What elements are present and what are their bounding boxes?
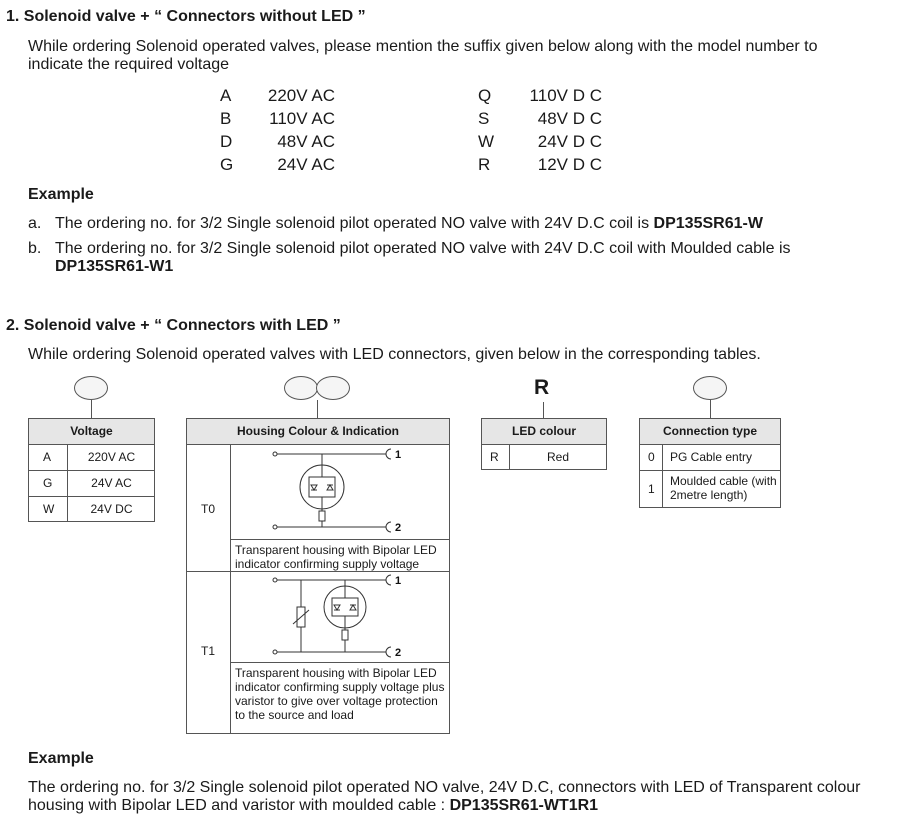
voltage-connector-line (91, 400, 92, 418)
voltage-code: G (220, 155, 234, 174)
section2-example-text: The ordering no. for 3/2 Single solenoid pilot operated NO valve, 24V D.C, connectors with LED of Transparent colour housing with Bipolar LED and varistor with moulded cable : (28, 779, 861, 814)
housing-code: T0 (201, 502, 216, 516)
led-colour-table (481, 418, 607, 470)
example-a-text: The ordering no. for 3/2 Single solenoid pilot operated NO valve with 24V D.C coil is (55, 215, 654, 232)
table-row (187, 445, 449, 572)
housing-blank-circle-1 (284, 376, 318, 400)
terminal-2-label: 2 (395, 522, 402, 534)
voltage-table (28, 418, 155, 522)
housing-connector-line (317, 400, 318, 418)
voltage-value: 220V AC (87, 450, 136, 464)
voltage-value: 48V AC (277, 132, 335, 151)
connection-value: Moulded cable (with 2metre length) (670, 474, 777, 502)
voltage-value: 24V AC (91, 476, 132, 490)
voltage-code: R (478, 155, 491, 174)
terminal-1-label: 1 (395, 575, 402, 587)
voltage-value: 24V D C (537, 132, 602, 151)
bipolar-led-varistor-circuit-diagram (231, 572, 449, 662)
table-row (640, 471, 780, 507)
voltage-table-header: Voltage (29, 419, 154, 445)
connection-code: 0 (648, 450, 655, 464)
housing-table-header: Housing Colour & Indication (187, 419, 449, 445)
example-a (55, 215, 895, 233)
example-a-code: DP135SR61-W (653, 215, 763, 232)
led-table-header: LED colour (482, 419, 606, 445)
voltage-value: 110V D C (529, 86, 602, 105)
voltage-value: 110V AC (269, 109, 335, 128)
connection-code: 1 (648, 482, 655, 496)
housing-description: Transparent housing with Bipolar LED indicator confirming supply voltage (231, 539, 449, 571)
led-value: Red (546, 450, 569, 464)
voltage-value: 48V D C (537, 109, 602, 128)
section2-heading: 2. Solenoid valve + “ Connectors with LED ” (6, 317, 341, 334)
housing-description: Transparent housing with Bipolar LED indicator confirming supply voltage plus varistor to give over voltage protection to the source and load (231, 662, 449, 733)
example-a-prefix: a. (28, 215, 42, 232)
connection-blank-circle (693, 376, 727, 400)
voltage-code: G (43, 476, 53, 490)
voltage-code: A (220, 86, 232, 105)
voltage-code: B (220, 109, 232, 128)
voltage-value: 24V DC (90, 502, 133, 516)
housing-table (186, 418, 450, 734)
section1-intro-line2: indicate the required voltage (28, 56, 230, 73)
connection-type-table (639, 418, 781, 508)
voltage-code: A (43, 450, 52, 464)
table-row (482, 445, 606, 469)
voltage-code: W (478, 132, 495, 151)
housing-blank-circle-2 (316, 376, 350, 400)
voltage-code: Q (478, 86, 492, 105)
example-b (55, 240, 895, 276)
connection-value: PG Cable entry (670, 450, 753, 464)
section1-intro (28, 38, 898, 74)
section1-example-heading: Example (28, 186, 94, 203)
voltage-blank-circle (74, 376, 108, 400)
table-row (29, 497, 154, 521)
led-marker: R (534, 376, 550, 399)
housing-code: T1 (201, 644, 216, 658)
voltage-value: 12V D C (537, 155, 602, 174)
section1-intro-line1: While ordering Solenoid operated valves, please mention the suffix given below along with the model number to (28, 38, 818, 55)
voltage-code: W (43, 502, 55, 516)
section2-example (28, 779, 893, 815)
section2-example-heading: Example (28, 750, 94, 767)
section2-intro: While ordering Solenoid operated valves with LED connectors, given below in the corresponding tables. (28, 346, 761, 363)
voltage-value: 220V AC (267, 86, 335, 105)
table-row (29, 445, 154, 471)
voltage-code: S (478, 109, 490, 128)
terminal-1-label: 1 (395, 449, 402, 461)
connection-table-header: Connection type (640, 419, 780, 445)
example-b-prefix: b. (28, 240, 42, 257)
led-connector-line (543, 402, 544, 418)
table-row (187, 572, 449, 733)
section1-heading: 1. Solenoid valve + “ Connectors without LED ” (6, 8, 366, 25)
table-row (29, 471, 154, 497)
example-b-code: DP135SR61-W1 (55, 258, 174, 275)
connection-connector-line (710, 400, 711, 418)
example-b-text: The ordering no. for 3/2 Single solenoid pilot operated NO valve with 24V D.C coil with Moulded cable is (55, 240, 791, 257)
led-code: R (490, 450, 499, 464)
bipolar-led-circuit-diagram (231, 445, 449, 540)
voltage-code: D (220, 132, 233, 151)
voltage-value: 24V AC (277, 155, 335, 174)
table-row (640, 445, 780, 471)
section2-example-code: DP135SR61-WT1R1 (449, 797, 599, 814)
terminal-2-label: 2 (395, 647, 402, 659)
